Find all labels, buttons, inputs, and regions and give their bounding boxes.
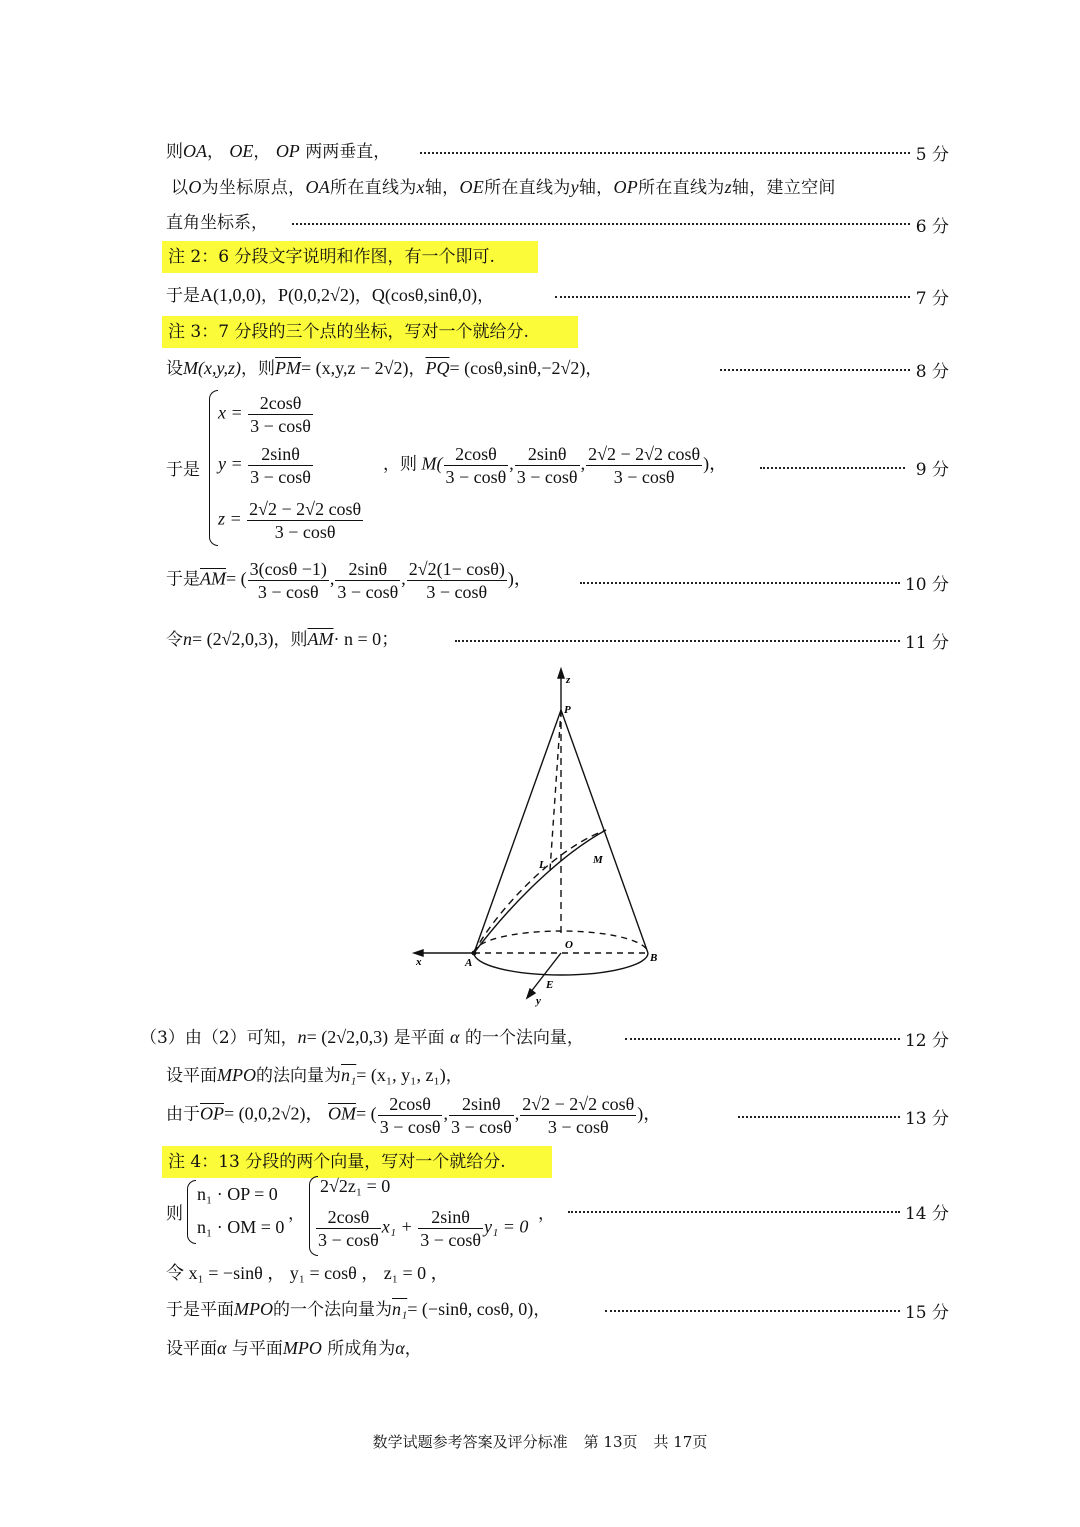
score-6: 6 分 <box>915 217 949 237</box>
base-back <box>474 931 648 953</box>
eq-n1-op: n₁ · OP = 0 <box>197 1184 278 1204</box>
dot-leader <box>625 1038 900 1040</box>
eq-y: y = $\frac{2\sin\theta}{3 - \cos\theta}$ <box>218 444 311 487</box>
eq-x: x = $\frac{2\cos\theta}{3 - \cos\theta}$ <box>218 393 311 436</box>
eq-xy: $\frac{2\cos\theta}{3 - \cos\theta}$ x₁ + $\frac{2\sin\theta}{3 - \cos\theta}$ y₁ = 0 <box>318 1207 529 1250</box>
dot-leader <box>738 1116 900 1118</box>
eq-z: z = $\frac{2√2 - 2√2 \cos\theta}{3 - \cos\theta}$ <box>218 499 362 542</box>
score-15: 15 分 <box>904 1303 949 1323</box>
line-12b: 设平面MPO的法向量为n₁= (x₁, y₁, z₁)， <box>166 1065 463 1086</box>
score-8: 8 分 <box>915 362 949 382</box>
line-6b: 直角坐标系， <box>166 213 268 233</box>
cone-figure <box>400 665 690 1015</box>
line-16: 设平面α 与平面MPO 所成角为α， <box>166 1338 422 1359</box>
post: ， <box>538 1204 555 1224</box>
dot-leader <box>420 152 910 154</box>
page-footer: 数学试题参考答案及评分标准 第 13页 共 17页 <box>372 1433 708 1451</box>
dot-leader <box>455 640 900 642</box>
line-8: 设M(x,y,z)，则$\overline{PM}= (x,y,z - 2√2)$，$\overline{PQ}= (\cos\theta,\sin\theta,-2√2)$， <box>166 358 603 379</box>
sep: ， <box>288 1204 305 1224</box>
score-10: 10 分 <box>904 575 949 595</box>
cone-side-left <box>474 710 561 953</box>
dot-leader <box>555 296 910 298</box>
dot-leader <box>292 223 910 225</box>
segment-PL <box>550 710 561 870</box>
line-12: （3）由（2）可知，n= (2√2,0,3) 是平面 α 的一个法向量， <box>140 1027 584 1048</box>
line-7: 于是A(1,0,0)，P(0,0,2√2)，Q(cosθ,sinθ,0)， <box>166 285 495 306</box>
label-M: M <box>593 854 603 866</box>
section-front <box>474 830 606 953</box>
note-4: 注 4：13 分段的两个向量，写对一个就给分. <box>168 1152 506 1172</box>
system-brace <box>187 1180 196 1244</box>
score-9: 9 分 <box>915 460 949 480</box>
score-13: 13 分 <box>904 1109 949 1129</box>
label-z: z <box>566 674 571 686</box>
line-11: 令n= (2√2,0,3)，则$\overline{AM}\cdot n = 0$； <box>166 629 400 650</box>
y-arrow <box>527 989 535 998</box>
score-11: 11 分 <box>904 633 949 653</box>
note-3: 注 3：7 分段的三个点的坐标，写对一个就给分. <box>168 322 529 342</box>
label-B: B <box>650 952 658 964</box>
label-x: x <box>416 956 422 968</box>
eq-n1-om: n₁ · OM = 0 <box>197 1217 285 1237</box>
dot-leader <box>568 1211 900 1213</box>
score-5: 5 分 <box>915 145 949 165</box>
line-15: 于是平面MPO的一个法向量为n₁= (−sinθ, cosθ, 0)， <box>166 1299 551 1320</box>
section-back <box>474 830 606 953</box>
line-13: 由于$\overline{OP}= (0,0,2√2)$， $\overline{OM}=$ ( $\frac{2\cos\theta}{3 - \cos\theta}$ , $\frac{2\sin\theta}{3 - \cos\theta}$ , $\frac{2√2 - 2√2 \cos\theta}{3 - \cos\theta}$ )， <box>166 1094 662 1137</box>
system-brace <box>209 390 218 546</box>
dot-leader <box>760 467 905 469</box>
label-A: A <box>465 957 473 969</box>
line-14-label: 则 <box>166 1204 183 1224</box>
line-10: 于是$\overline{AM}=$ ( $\frac{3(\cos\theta -1)}{3 - \cos\theta}$ , $\frac{2\sin\theta}{3 - \cos\theta}$ , $\frac{2√2(1- \cos\theta)}{3 - \cos\theta}$ )， <box>166 559 532 602</box>
score-12: 12 分 <box>904 1031 949 1051</box>
note-2: 注 2：6 分段文字说明和作图，有一个即可. <box>168 247 495 267</box>
dot-leader <box>580 582 900 584</box>
line-5: 则OA， OE， OP 两两垂直， <box>166 141 391 162</box>
label-E: E <box>546 979 554 991</box>
eq-z1: 2√2z₁ = 0 <box>320 1176 391 1196</box>
label-L: L <box>539 859 546 871</box>
dot-leader <box>605 1310 900 1312</box>
z-arrow <box>558 669 564 678</box>
line-14b: 令 x₁ = −sinθ ， y₁ = cosθ ， z₁ = 0 ， <box>166 1263 449 1283</box>
line-6a: 以O为坐标原点，OA所在直线为x轴，OE所在直线为y轴，OP所在直线为z轴，建立空间 <box>171 177 836 198</box>
dot-leader <box>720 369 910 371</box>
score-14: 14 分 <box>904 1204 949 1224</box>
label-O: O <box>565 939 573 951</box>
label-P: P <box>564 704 571 716</box>
label-y: y <box>536 995 541 1007</box>
point-M: ，则 M( $\frac{2\cos\theta}{3 - \cos\theta}$ , $\frac{2\sin\theta}{3 - \cos\theta}$ , $\frac{2√2 - 2√2 \cos\theta}{3 - \cos\theta}$ )， <box>383 444 728 487</box>
line-9-label: 于是 <box>166 460 200 480</box>
base-front <box>474 953 648 975</box>
score-7: 7 分 <box>915 289 949 309</box>
